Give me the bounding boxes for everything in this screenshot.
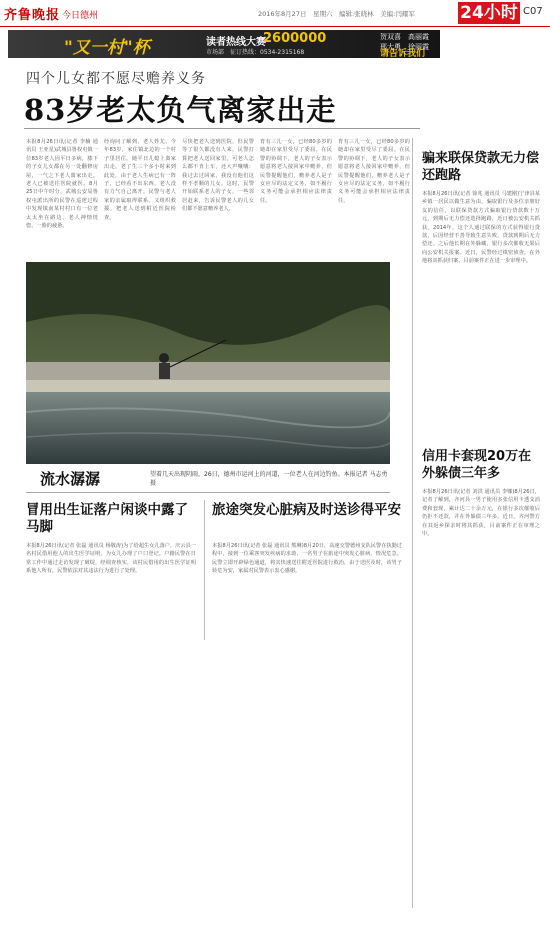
- section-tag: 24小时: [458, 2, 520, 24]
- page-number: C07: [523, 6, 543, 17]
- ad-amount: 2600000: [263, 31, 327, 46]
- bottom-story-title-2: 旅途突发心脏病及时送诊得平安: [212, 502, 401, 518]
- issue-info: 2016年8月27日 星期六 编辑:张晓林 美编:闫耀军: [258, 10, 415, 18]
- side-story-title-1: 骗来联保贷款无力偿还跑路: [422, 151, 540, 183]
- headline-rule: [24, 128, 420, 129]
- section-name: 今日德州: [62, 11, 99, 21]
- bottom-story-text-2: 本报8月26日讯(记者 张磊 通讯员 熊琳)8月20日，高速交警德州支队民警在执勤过程中，接到一位乘客突发疾病的求助，一名男子在旅途中突发心脏病，情况危急。民警立即开辟绿色通道，将其快速送往附近医院进行救治，由于送医及时，该男子转危为安，家属对民警表示衷心感谢。: [212, 543, 402, 575]
- side-story-title-2: 信用卡套现20万在外躲债三年多: [422, 449, 532, 481]
- section-rule: [26, 492, 390, 493]
- headline: 83岁老太负气离家出走: [24, 93, 337, 127]
- bottom-divider: [204, 500, 205, 640]
- story-column-4: 育有三儿一女，已经80多岁的她却在家里受尽了委屈。在民警的协调下，老人的子女表示愿意将老人接回家中赡养，但民警提醒他们，赡养老人是子女应尽的法定义务，如不履行义务可能会承担相应法律责任。: [260, 139, 332, 204]
- bottom-story-title-1: 冒用出生证落户闲谈中露了马脚: [26, 502, 188, 535]
- side-story-text-1: 本报8月26日讯(记者 徐兆 通讯员 马建刚)宁津县某乡镇一居民以做生意为由，骗取银行及多位亲朋好友的信任，以联保贷款方式骗取银行贷款数十万元，到期后无力偿还选择跑路，近日被公安机关抓获。2014年，这个人通过联保的方式获得银行贷款，后因经营不善导致生意失败，贷款到期后无力偿还。之后他长期在外躲藏，银行多次催收无果后向公安机关报案。近日，民警经过缜密侦查，在外地将其抓获归案，目前案件正在进一步审理中。: [422, 191, 540, 265]
- ad-names: 贺双喜 高丽霞 邢大勇 徐丽霞: [380, 33, 436, 51]
- column-divider: [412, 138, 413, 908]
- story-column-2: 经询问了解到，老人姓尤，今年83岁，家住镇北边的一个村子里居住。她平日儿媳上离家出走，老了生三个多小时来到此处，由于老人生病已有一阵子，已经看不出东西，老人没有力气自己离开。民警与老人家的亲属取得联系。又组织救援，把老人送到附近医院检查。: [104, 139, 176, 221]
- kicker: 四个儿女都不愿尽赡养义务: [26, 71, 206, 87]
- news-photo: [26, 262, 390, 464]
- bottom-story-text-1: 本报8月26日讯(记者 张磊 通讯员 杨敬涛)为了给超生女儿落户，庆云县一名村民借用他人的出生医学证明，为女儿办理了户口登记。户籍民警在日常工作中通过走访发现了破绽，经调查核实，该村民借用的出生医学证明系他人所有，民警依法对其违法行为进行了处理。: [26, 543, 196, 575]
- story-column-3: 尽快把老人送到医院，但民警等了很久都没有人来，民警打算把老人送回家里。可老人怎么都不肯上车，还大声嚷嚷：我过去过回家，我没有他们这样不孝顺的儿女。这时，民警开始联系老人的子女，一些邻居赶来，告诉民警老人的儿女们都不愿意赡养老人。: [182, 139, 254, 213]
- newspaper-logo: 齐鲁晚报: [4, 8, 61, 23]
- ad-hotline: 市场部 征订热线：0534-2315168: [206, 49, 305, 56]
- photo-caption: 望着几天出现阴雨，26日，德州市运河上的河道，一位老人在河边钓鱼。本报记者 马志勇 摄: [150, 471, 388, 487]
- story-column-5: 育有三儿一女，已经80多岁的她却在家里受尽了委屈。在民警的协调下，老人的子女表示愿意将老人接回家中赡养，但民警提醒他们，赡养老人是子女应尽的法定义务，如不履行义务可能会承担相应法律责任。: [338, 139, 410, 204]
- ad-text: 读者热线大赛: [206, 37, 266, 48]
- ad-title: "又一村"杯: [64, 38, 150, 58]
- photo-caption-title: 流水潺潺: [40, 470, 101, 488]
- side-story-text-2: 本报8月26日讯(记者 刘洪 通讯员 李娜)8月26日，记者了解到，齐河县一男子使用多张信用卡透支消费和套现，累计达二十余万元，在银行多次催收后仍拒不还款，并在外躲债三年多。近日，齐河警方在其返乡探亲时将其抓获，目前案件正在审理之中。: [422, 489, 540, 538]
- ad-call: 请告诉我们: [380, 49, 426, 59]
- story-column-1: 本报8月26日讯(记者 李楠 通讯员 王亚星)武城县鲁权屯镇一位83岁老人因平日多病，膝下的子女儿女都在另一处翻修房屋，一气之下老人离家出走。老人已被送往医院就医。8月25日中午时分，武城公安局鲁权屯派出所的民警在巡逻过程中发现镇南某村村口有一位老太太坐在路边，老人神情恍惚，一脸的疲惫。: [26, 139, 98, 230]
- photo-illustration: [26, 262, 390, 464]
